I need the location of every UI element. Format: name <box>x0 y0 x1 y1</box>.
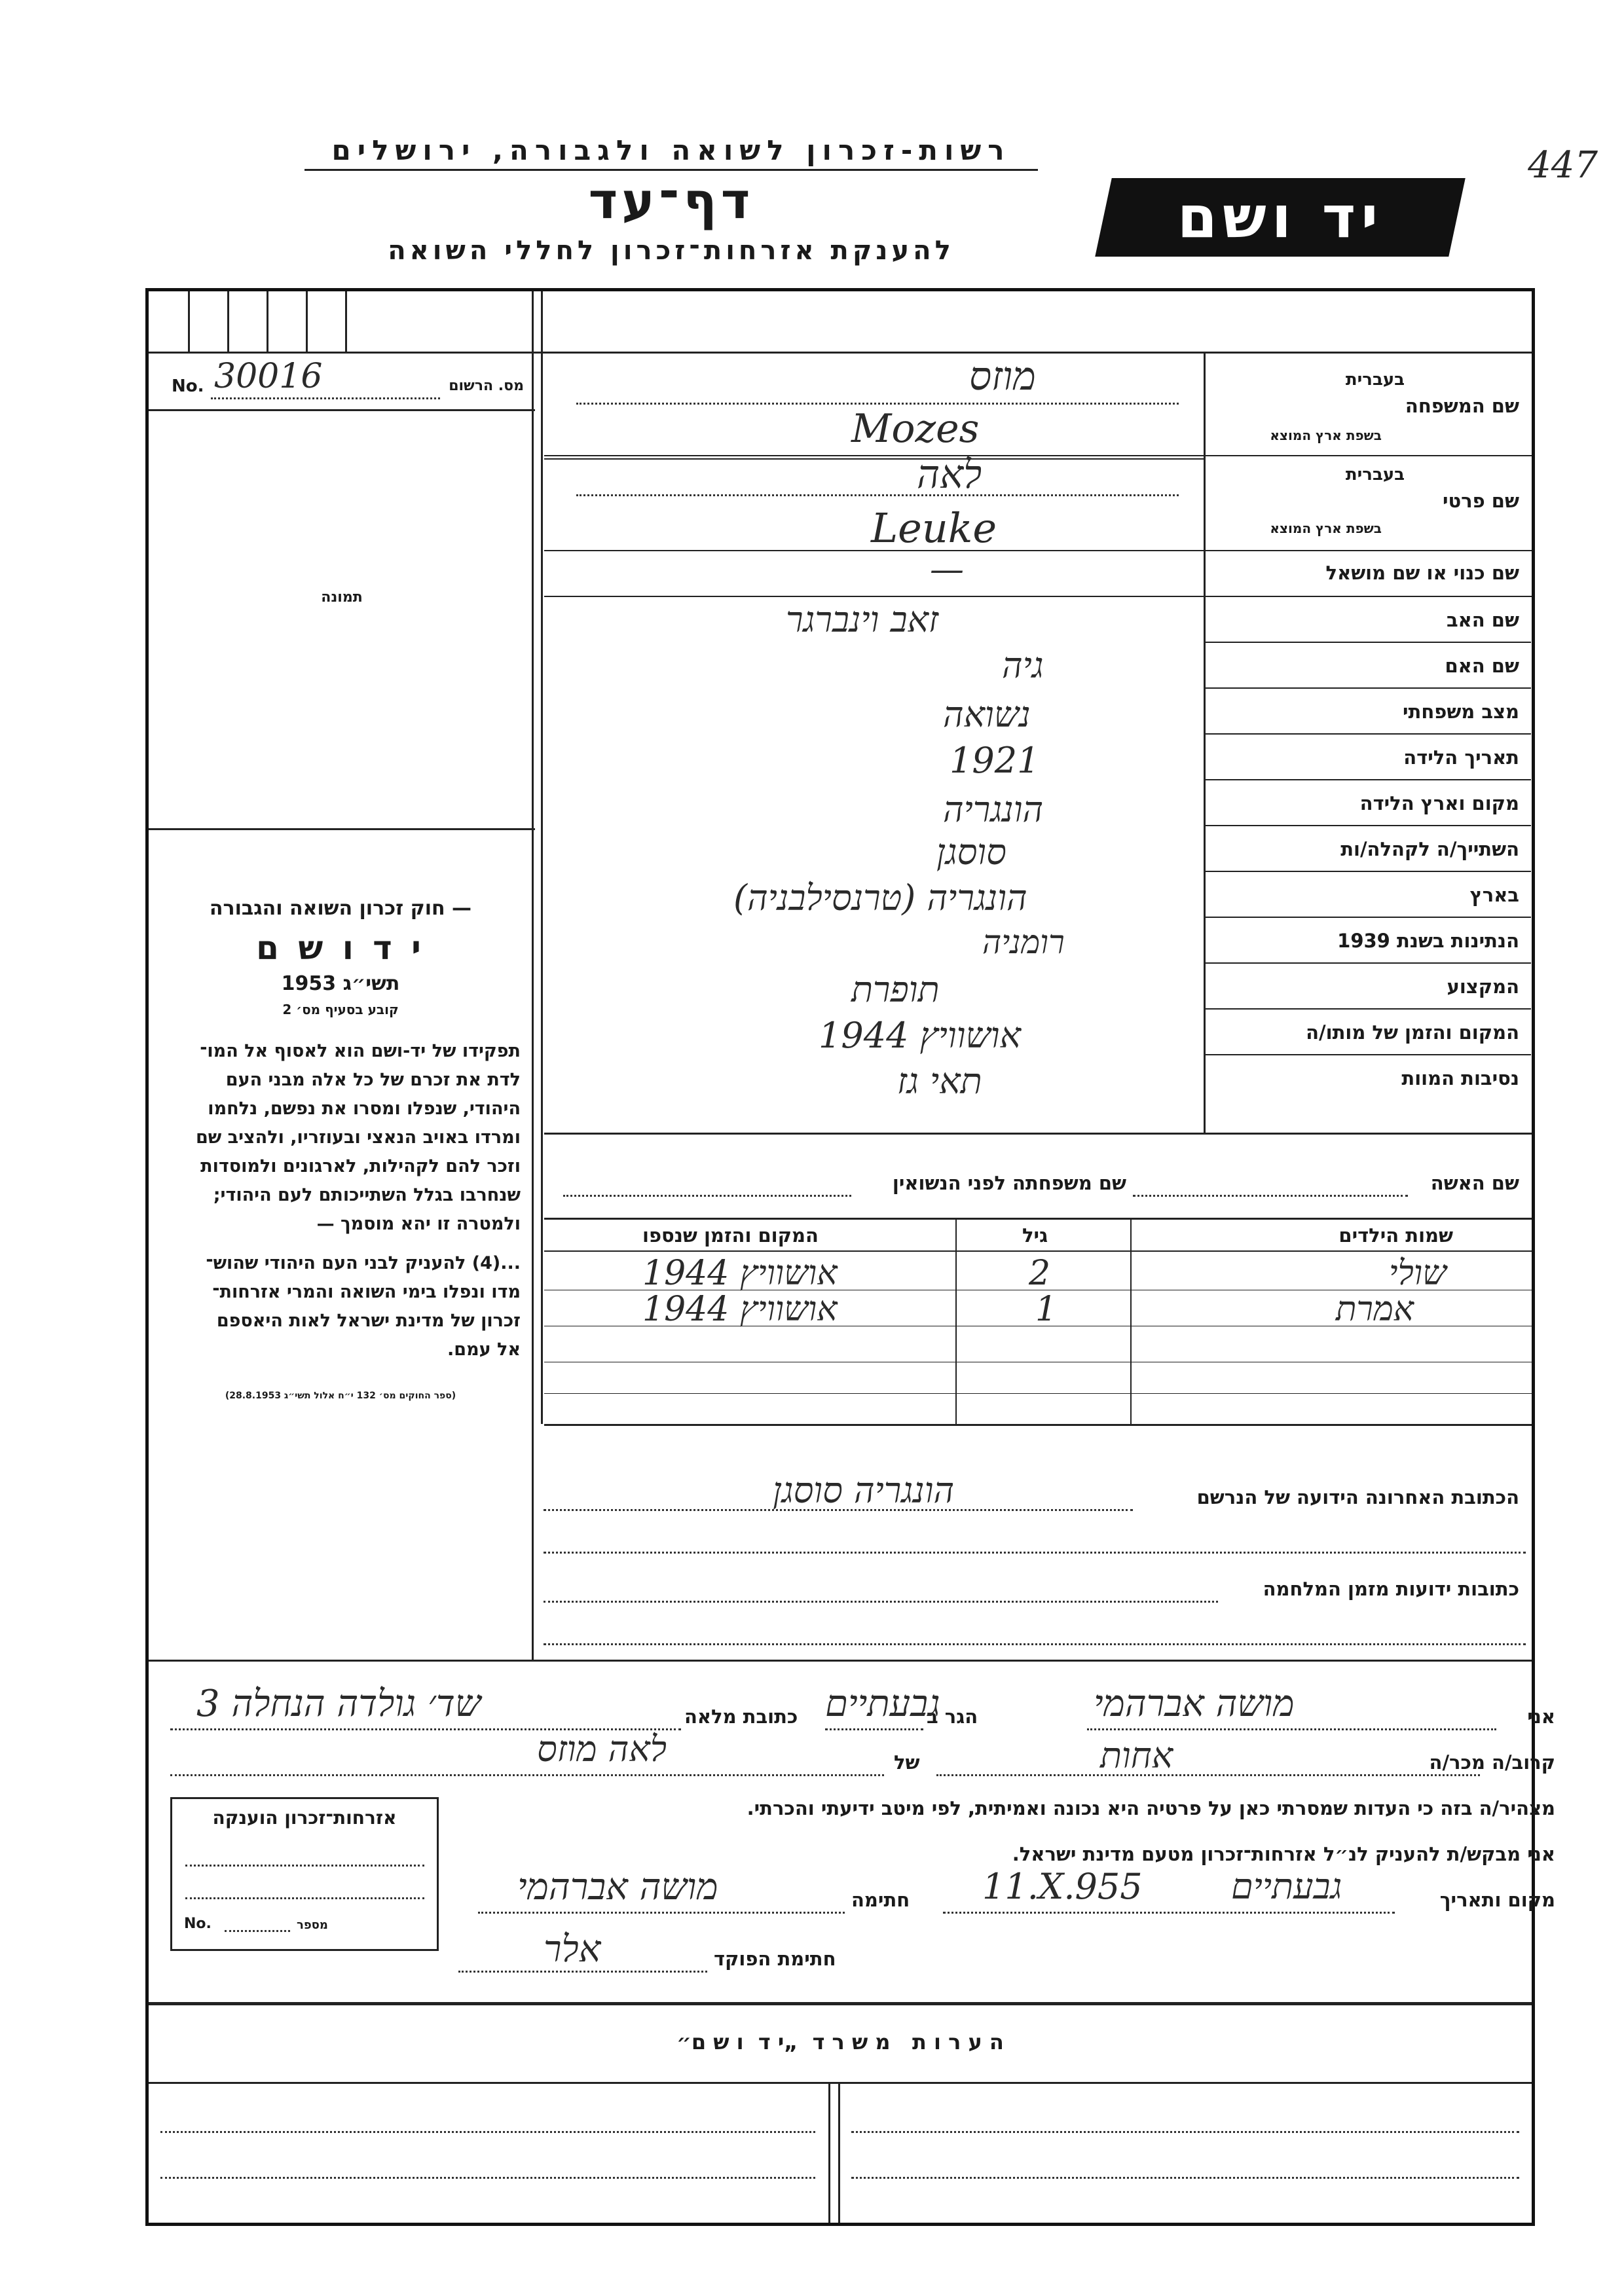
value-family-name-he: מוזס <box>969 354 1036 399</box>
top-row-line <box>149 352 1532 354</box>
law-box <box>160 897 521 1401</box>
child-1-age: 2 <box>1029 1254 1051 1293</box>
label-relation: קרוב/ה מכר/ה <box>1429 1751 1555 1774</box>
law-year: תשי״ג 1953 <box>281 972 400 995</box>
sub-origin: בשפת ארץ המוצא <box>1270 520 1382 536</box>
registration-number: 30016 <box>214 357 323 396</box>
row-line <box>1204 825 1531 826</box>
children-header-names: שמות הילדים <box>1338 1224 1453 1247</box>
value-birth-date: 1921 <box>950 740 1040 781</box>
sub-hebrew: בעברית <box>1345 370 1405 390</box>
row-line <box>544 596 1532 597</box>
law-para1-line: היהודי, שנפלו ומסרו את נפשם, נלחמו <box>208 1099 521 1119</box>
law-footnote: (ספר החוקים מס׳ 132 י״ח אלול תשי״ג 28.8.1953) <box>225 1391 456 1401</box>
value-relation: אחות <box>1100 1735 1173 1776</box>
child-2-name: אמרת <box>1335 1290 1414 1329</box>
label-signature: חתימה <box>851 1889 910 1911</box>
child-1-place: אושוויץ 1944 <box>642 1254 838 1293</box>
yad-vashem-logo <box>1095 178 1466 257</box>
citizenship-number-label: מספר <box>297 1918 328 1932</box>
address-bottom-line <box>149 1660 1532 1662</box>
label-death-circumstances: נסיבות המוות <box>1401 1067 1519 1089</box>
label-resides: הגר ב <box>927 1705 978 1728</box>
law-para1-line: לדת את זכרם של כל אלה מבני העם <box>225 1070 521 1090</box>
registration-line <box>149 409 535 411</box>
left-column-divider-2 <box>541 291 543 1424</box>
value-country: הונגריה (טרנסילבניה) <box>733 877 1027 919</box>
label-father-name: שם האב <box>1446 609 1519 631</box>
declaration-statement-1: מצהיר/ה בזה כי העדות שמסרתי כאן על פרטיה היא נכונה ואמיתית, לפי מיטב ידיעתי והכרתי. <box>747 1797 1555 1819</box>
label-ani: אני <box>1527 1705 1555 1728</box>
law-para1-line: ומרדו באויב הנאצי ובעוזריו, ולהציב שם <box>195 1127 521 1148</box>
value-signature: מושה אברהמי <box>517 1866 718 1908</box>
value-last-address: הונגריה סוסגן <box>773 1470 955 1511</box>
row-line <box>1204 1008 1531 1010</box>
citizenship-box <box>170 1797 439 1951</box>
law-para2-line: זכרון של מדינת ישראל לאות היאספם <box>216 1311 521 1331</box>
child-2-place: אושוויץ 1944 <box>642 1290 838 1329</box>
child-1-name: שולי <box>1388 1254 1447 1293</box>
law-para1-line: ולמטרה זו יהא מוסמך — <box>316 1214 521 1234</box>
label-place-date: מקום ותאריך <box>1439 1889 1555 1911</box>
label-last-address: הכתובת האחרונה הידועה של הנרשם <box>1196 1486 1519 1508</box>
photo-label: תמונה <box>321 589 363 606</box>
sub-hebrew: בעברית <box>1345 465 1405 484</box>
value-ani: מושה אברהמי <box>1094 1683 1295 1725</box>
label-war-addresses: כתובות ידועות מזמן המלחמה <box>1263 1578 1519 1600</box>
value-community: סוסגן <box>936 831 1006 873</box>
authority-underline <box>304 169 1038 171</box>
declaration-statement-2: אני מבקש/ת להעניק לנ״ל אזרחות־זכרון מטעם מדינת ישראל. <box>1012 1843 1555 1865</box>
fields-bottom-line <box>544 1133 1532 1135</box>
children-bottom-line <box>544 1424 1532 1426</box>
label-mother-name: שם האם <box>1445 655 1519 677</box>
label-officer-signature: חתימת הפוקד <box>714 1948 836 1970</box>
label-profession: המקצוע <box>1447 975 1519 998</box>
value-resides: גבעתיים <box>825 1683 940 1725</box>
office-notes-title: ה ע ר ו ת מ ש ר ד „י ד ו ש ם״ <box>676 2030 1004 2054</box>
value-profession: תופרת <box>851 969 940 1010</box>
form-title: דף־עד <box>588 172 754 230</box>
label-marital-status: מצב משפחתי <box>1402 701 1519 723</box>
row-line <box>1204 871 1531 872</box>
registration-label: מס. הרשום <box>449 378 524 394</box>
office-notes-divider-2 <box>838 2082 840 2223</box>
label-first-name: שם פרטי <box>1442 490 1519 512</box>
law-para1-line: וזכר להם לקהילות, לארגונים ולמוסדות <box>200 1156 521 1176</box>
value-of: לאה מוזס <box>537 1728 667 1770</box>
law-para1-line: שנחרבו בגלל השתייכותם לעם היהודי; <box>213 1185 521 1205</box>
office-notes-line <box>149 2082 1532 2084</box>
law-title: חוק זכרון השואה והגבורה — <box>209 897 472 920</box>
form-subtitle: להענקת אזרחות־זכרון לחללי השואה <box>388 236 955 266</box>
value-birth-place: הונגריה <box>943 789 1044 830</box>
label-birth-place: מקום וארץ הלידה <box>1359 792 1519 814</box>
value-father-name: זאב וינברגר <box>786 599 939 640</box>
label-citizenship-1939: הנתינות בשנת 1939 <box>1337 930 1519 952</box>
children-header-place: המקום והזמן שנספו <box>642 1224 819 1247</box>
label-death-place-time: המקום והזמן של מותו/ה <box>1306 1021 1519 1044</box>
office-notes-top-line <box>149 2002 1532 2005</box>
label-of: של <box>894 1751 920 1774</box>
label-column-divider <box>1204 354 1206 1133</box>
children-table <box>544 1218 1532 1424</box>
law-para2-line: ...(4) להעניק לבני העם היהודי שהוש־ <box>206 1253 521 1273</box>
child-2-age: 1 <box>1035 1290 1058 1329</box>
row-line <box>544 550 1532 551</box>
row-line <box>544 455 1532 456</box>
value-death-place-time: אושוויץ 1944 <box>819 1015 1021 1056</box>
label-country: בארץ <box>1469 884 1519 906</box>
children-header-age: גיל <box>1022 1224 1048 1247</box>
registration-row <box>152 357 532 406</box>
law-para2-line: אל עמם. <box>447 1339 521 1360</box>
value-citizenship-1939: רומניה <box>982 923 1065 961</box>
row-line <box>1204 733 1531 735</box>
row-line <box>1204 642 1531 643</box>
value-alias: — <box>930 550 964 589</box>
value-first-name-he: לאה <box>917 452 982 498</box>
value-officer-signature: אלר <box>544 1928 601 1971</box>
law-section: קובע בסעיף מס׳ 2 <box>282 1002 399 1017</box>
label-family-name: שם המשפחה <box>1405 395 1519 417</box>
registration-no-label: No. <box>172 376 204 396</box>
value-first-name-lat: Leuke <box>871 504 997 552</box>
row-line <box>1204 779 1531 780</box>
left-column-divider <box>532 291 534 1660</box>
photo-bottom-line <box>149 828 535 830</box>
label-birth-date: תאריך הלידה <box>1403 746 1519 769</box>
citizenship-box-title: אזרחות־זכרון הוענקה <box>212 1807 397 1829</box>
law-para2-line: מדו ונפלו בימי השואה והמרי אזרחות־ <box>212 1282 521 1302</box>
row-line <box>1204 917 1531 918</box>
row-line <box>1204 687 1531 689</box>
value-full-address: שד׳ גולדה הנחלה 3 <box>196 1683 481 1725</box>
authority-title: רשות-זכרון לשואה ולגבורה, ירושלים <box>331 134 1011 166</box>
value-date: 11.X.955 <box>982 1866 1143 1907</box>
office-notes-divider <box>828 2082 830 2223</box>
sub-origin: בשפת ארץ המוצא <box>1270 428 1382 443</box>
value-place: גבעתיים <box>1231 1866 1342 1907</box>
label-full-address: כתובת מלאה <box>684 1705 798 1728</box>
citizenship-no-label: No. <box>184 1916 212 1932</box>
law-name: י ד ו ש ם <box>256 929 425 967</box>
value-family-name-lat: Mozes <box>851 406 980 452</box>
value-marital-status: נשואה <box>943 694 1031 735</box>
logo-text: יד ושם <box>1177 183 1384 251</box>
law-para1-line: תפקידו של יד-ושם הוא לאסוף אל המו־ <box>200 1041 521 1061</box>
label-spouse: שם האשה <box>1430 1172 1519 1194</box>
value-mother-name: גיה <box>1002 645 1044 686</box>
row-line <box>1204 1054 1531 1055</box>
top-cells <box>149 291 535 352</box>
value-death-circumstances: תאי גז <box>897 1061 982 1102</box>
label-spouse-maiden: שם משפחתה לפני הנשואין <box>892 1172 1126 1194</box>
label-community: השתייך/ה לקהלה/ות <box>1340 838 1519 860</box>
row-line <box>1204 962 1531 964</box>
label-alias: שם כנוי או שם מושאל <box>1325 562 1519 584</box>
corner-handwriting: 447 <box>1528 144 1598 187</box>
